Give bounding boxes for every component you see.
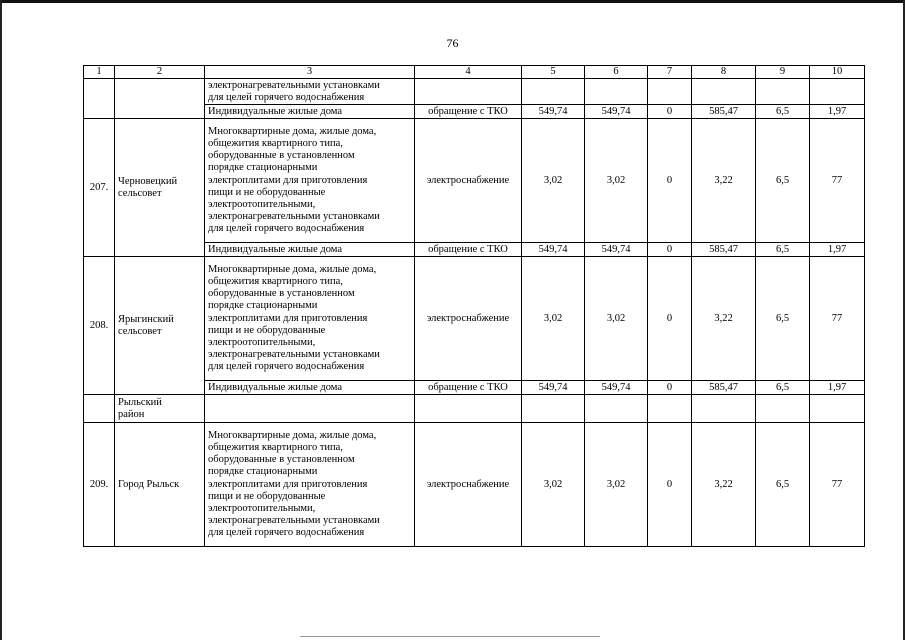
- description-cell: [205, 423, 415, 547]
- header-cell: 2: [115, 66, 205, 79]
- description-cell: [205, 119, 415, 243]
- description-line: пищи и не оборудованные: [208, 324, 326, 336]
- tariff-table: [83, 65, 865, 547]
- scan-border-bottom: [300, 636, 600, 637]
- table-row: [84, 423, 865, 547]
- table-row: [84, 79, 865, 105]
- value-cell: 3,02: [522, 257, 585, 381]
- num-cell: [84, 79, 115, 119]
- value-cell: 3,02: [522, 119, 585, 243]
- value-cell: 1,97: [810, 105, 865, 119]
- description-line: для целей горячего водоснабжения: [208, 223, 365, 235]
- value-cell: 585,47: [692, 243, 756, 257]
- service-cell: электроснабжение: [415, 423, 522, 547]
- description-line: общежития квартирного типа,: [208, 441, 343, 453]
- value-cell: 77: [810, 119, 865, 243]
- description-line: Многоквартирные дома, жилые дома,: [208, 263, 377, 275]
- category-cell: Индивидуальные жилые дома: [205, 105, 415, 119]
- header-cell: 10: [810, 66, 865, 79]
- value-cell: 549,74: [522, 381, 585, 395]
- value-cell: 0: [648, 119, 692, 243]
- value-cell: 77: [810, 423, 865, 547]
- description-cell: [205, 257, 415, 381]
- name-line: сельсовет: [118, 325, 162, 337]
- name-line: сельсовет: [118, 187, 162, 199]
- district-line: район: [118, 408, 145, 420]
- description-line: пищи и не оборудованные: [208, 490, 326, 502]
- value-cell: 3,22: [692, 257, 756, 381]
- value-cell: 1,97: [810, 243, 865, 257]
- num-cell: 207.: [84, 119, 115, 257]
- category-cell: Индивидуальные жилые дома: [205, 381, 415, 395]
- value-cell: 3,02: [522, 423, 585, 547]
- description-line: Многоквартирные дома, жилые дома,: [208, 429, 377, 441]
- value-cell: 585,47: [692, 381, 756, 395]
- header-cell: 4: [415, 66, 522, 79]
- name-line: Ярыгинский: [118, 313, 174, 325]
- name-cell: Город Рыльск: [115, 423, 205, 547]
- category-cell: Индивидуальные жилые дома: [205, 243, 415, 257]
- value-cell: 0: [648, 381, 692, 395]
- description-line: электроплитами для приготовления: [208, 174, 368, 186]
- value-cell: 549,74: [522, 243, 585, 257]
- value-cell: 6,5: [756, 119, 810, 243]
- header-cell: 3: [205, 66, 415, 79]
- value-cell: 0: [648, 257, 692, 381]
- service-cell: электроснабжение: [415, 119, 522, 243]
- service-cell: электроснабжение: [415, 257, 522, 381]
- description-line: электроотопительными,: [208, 503, 316, 514]
- name-line: Черновецкий: [118, 175, 178, 187]
- scan-border-left: [0, 0, 2, 640]
- value-cell: 3,22: [692, 119, 756, 243]
- header-cell: 1: [84, 66, 115, 79]
- description-line: порядке стационарными: [208, 466, 318, 478]
- description-line: электронагревательными установками: [208, 79, 380, 91]
- header-cell: 8: [692, 66, 756, 79]
- page-number: 76: [446, 36, 459, 50]
- table-row: [84, 257, 865, 381]
- header-cell: 5: [522, 66, 585, 79]
- description-line: оборудованные в установленном: [208, 150, 355, 162]
- description-cell: [205, 79, 415, 105]
- value-cell: 6,5: [756, 243, 810, 257]
- description-line: электроотопительными,: [208, 199, 316, 210]
- value-cell: 1,97: [810, 381, 865, 395]
- description-line: Многоквартирные дома, жилые дома,: [208, 125, 377, 137]
- name-cell: [115, 119, 205, 257]
- description-line: для целей горячего водоснабжения: [208, 361, 365, 373]
- value-cell: 77: [810, 257, 865, 381]
- value-cell: 6,5: [756, 257, 810, 381]
- value-cell: 549,74: [585, 243, 648, 257]
- value-cell: 3,02: [585, 423, 648, 547]
- description-line: оборудованные в установленном: [208, 288, 355, 300]
- value-cell: 549,74: [522, 105, 585, 119]
- num-cell: 209.: [84, 423, 115, 547]
- value-cell: 6,5: [756, 381, 810, 395]
- description-line: электронагревательными установками: [208, 349, 380, 361]
- value-cell: 549,74: [585, 105, 648, 119]
- value-cell: 6,5: [756, 423, 810, 547]
- value-cell: 0: [648, 243, 692, 257]
- description-line: общежития квартирного типа,: [208, 275, 343, 287]
- service-cell: обращение с ТКО: [415, 381, 522, 395]
- description-line: электроплитами для приготовления: [208, 478, 368, 490]
- header-row: [84, 66, 865, 79]
- name-cell: [115, 257, 205, 395]
- district-row: [84, 395, 865, 423]
- header-cell: 9: [756, 66, 810, 79]
- name-cell: [115, 79, 205, 119]
- description-line: электроотопительными,: [208, 337, 316, 348]
- description-line: оборудованные в установленном: [208, 454, 355, 466]
- description-line: пищи и не оборудованные: [208, 186, 326, 198]
- description-line: для целей горячего водоснабжения: [208, 527, 365, 539]
- service-cell: обращение с ТКО: [415, 105, 522, 119]
- value-cell: 585,47: [692, 105, 756, 119]
- num-cell: 208.: [84, 257, 115, 395]
- description-line: электроплитами для приготовления: [208, 312, 368, 324]
- header-cell: 7: [648, 66, 692, 79]
- table-row: [84, 119, 865, 243]
- value-cell: 6,5: [756, 105, 810, 119]
- value-cell: 0: [648, 105, 692, 119]
- description-line: порядке стационарными: [208, 300, 318, 312]
- scan-border-top: [0, 0, 905, 3]
- description-line: электронагревательными установками: [208, 515, 380, 527]
- value-cell: 549,74: [585, 381, 648, 395]
- service-cell: обращение с ТКО: [415, 243, 522, 257]
- value-cell: 3,02: [585, 119, 648, 243]
- header-cell: 6: [585, 66, 648, 79]
- district-cell: [115, 395, 205, 423]
- district-line: Рыльский: [118, 396, 162, 408]
- description-line: электронагревательными установками: [208, 211, 380, 223]
- value-cell: 3,22: [692, 423, 756, 547]
- description-line: порядке стационарными: [208, 162, 318, 174]
- description-line: общежития квартирного типа,: [208, 137, 343, 149]
- value-cell: 0: [648, 423, 692, 547]
- value-cell: 3,02: [585, 257, 648, 381]
- description-line: для целей горячего водоснабжения: [208, 91, 365, 103]
